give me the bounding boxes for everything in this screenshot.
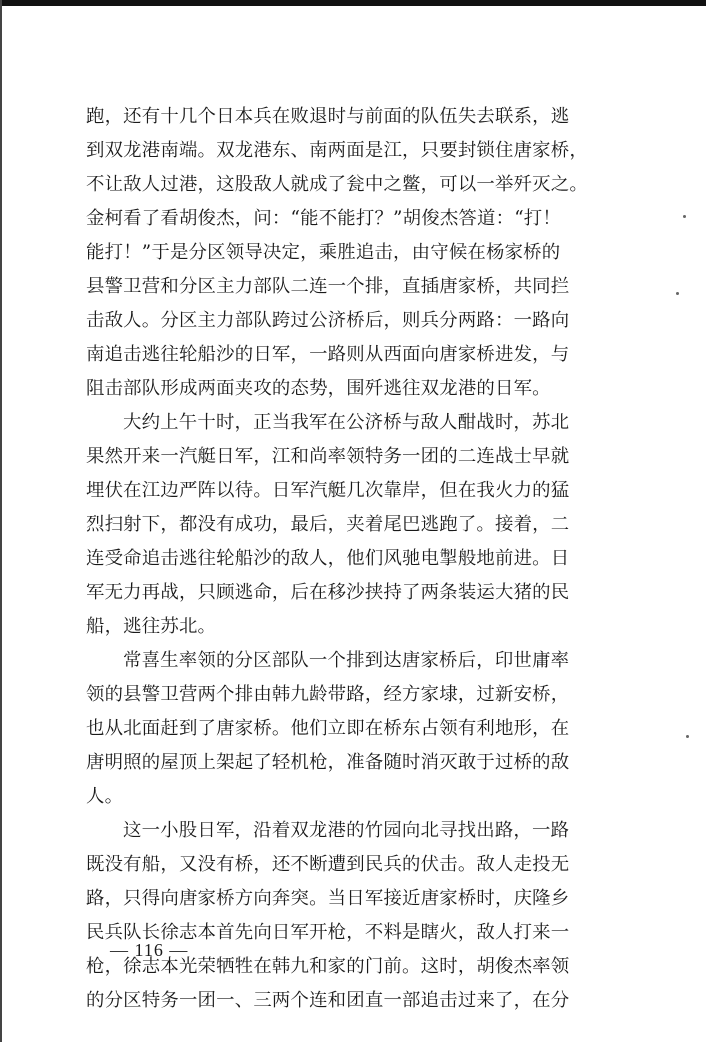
text-line: 不让敌人过港，这股敌人就成了瓮中之鳖，可以一举歼灭之。 <box>86 174 588 195</box>
text-line: 既没有船，又没有桥，还不断遭到民兵的伏击。敌人走投无 <box>86 854 570 875</box>
text-line: 连受命追击逃往轮船沙的敌人，他们风驰电掣般地前进。日 <box>86 548 570 569</box>
text-line-paragraph-start: 这一小股日军，沿着双龙港的竹园向北寻找出路，一路 <box>123 820 570 841</box>
text-line: 埋伏在江边严阵以待。日军汽艇几次靠岸，但在我火力的猛 <box>86 480 570 501</box>
text-line-paragraph-start: 大约上午十时，正当我军在公济桥与敌人酣战时，苏北 <box>123 412 570 433</box>
text-line: 民兵队长徐志本首先向日军开枪，不料是瞎火，敌人打来一 <box>86 922 570 943</box>
text-line: 的分区特务一团一、三两个连和团直一部追击过来了，在分 <box>86 990 570 1011</box>
scan-speck <box>676 292 679 295</box>
text-line: 军无力再战，只顾逃命，后在移沙挟持了两条装运大猪的民 <box>86 582 570 603</box>
text-line: 县警卫营和分区主力部队二连一个排，直插唐家桥，共同拦 <box>86 276 570 297</box>
top-border-rule <box>0 0 706 6</box>
scan-speck <box>683 215 686 218</box>
scan-speck <box>686 735 689 738</box>
text-line: 到双龙港南端。双龙港东、南两面是江，只要封锁住唐家桥， <box>86 140 588 161</box>
body-text <box>86 100 614 1018</box>
text-line: 人。 <box>86 786 124 807</box>
text-line: 领的县警卫营两个排由韩九龄带路，经方家埭，过新安桥， <box>86 684 570 705</box>
text-line: 果然开来一汽艇日军，江和尚率领特务一团的二连战士早就 <box>86 446 570 467</box>
text-line: 船，逃往苏北。 <box>86 616 217 637</box>
left-page-edge <box>0 0 2 1042</box>
text-line: 阻击部队形成两面夹攻的态势，围歼逃往双龙港的日军。 <box>86 378 551 399</box>
text-line: 跑，还有十几个日本兵在败退时与前面的队伍失去联系，逃 <box>86 106 570 127</box>
text-line-paragraph-start: 常喜生率领的分区部队一个排到达唐家桥后，印世庸率 <box>123 650 570 671</box>
text-line: 烈扫射下，都没有成功，最后，夹着尾巴逃跑了。接着，二 <box>86 514 570 535</box>
text-line: 枪，徐志本光荣牺牲在韩九和家的门前。这时，胡俊杰率领 <box>86 956 570 977</box>
page-number: — 116 — <box>110 940 189 960</box>
text-line: 金柯看了看胡俊杰，问：“能不能打？”胡俊杰答道：“打！ <box>86 208 561 229</box>
text-line: 击敌人。分区主力部队跨过公济桥后，则兵分两路：一路向 <box>86 310 570 331</box>
text-line: 也从北面赶到了唐家桥。他们立即在桥东占领有利地形，在 <box>86 718 570 739</box>
text-line: 能打！”于是分区领导决定，乘胜追击，由守候在杨家桥的 <box>86 242 561 263</box>
text-line: 唐明照的屋顶上架起了轻机枪，准备随时消灭敢于过桥的敌 <box>86 752 570 773</box>
text-line: 路，只得向唐家桥方向奔突。当日军接近唐家桥时，庆隆乡 <box>86 888 570 909</box>
text-line: 南追击逃往轮船沙的日军，一路则从西面向唐家桥进发，与 <box>86 344 570 365</box>
